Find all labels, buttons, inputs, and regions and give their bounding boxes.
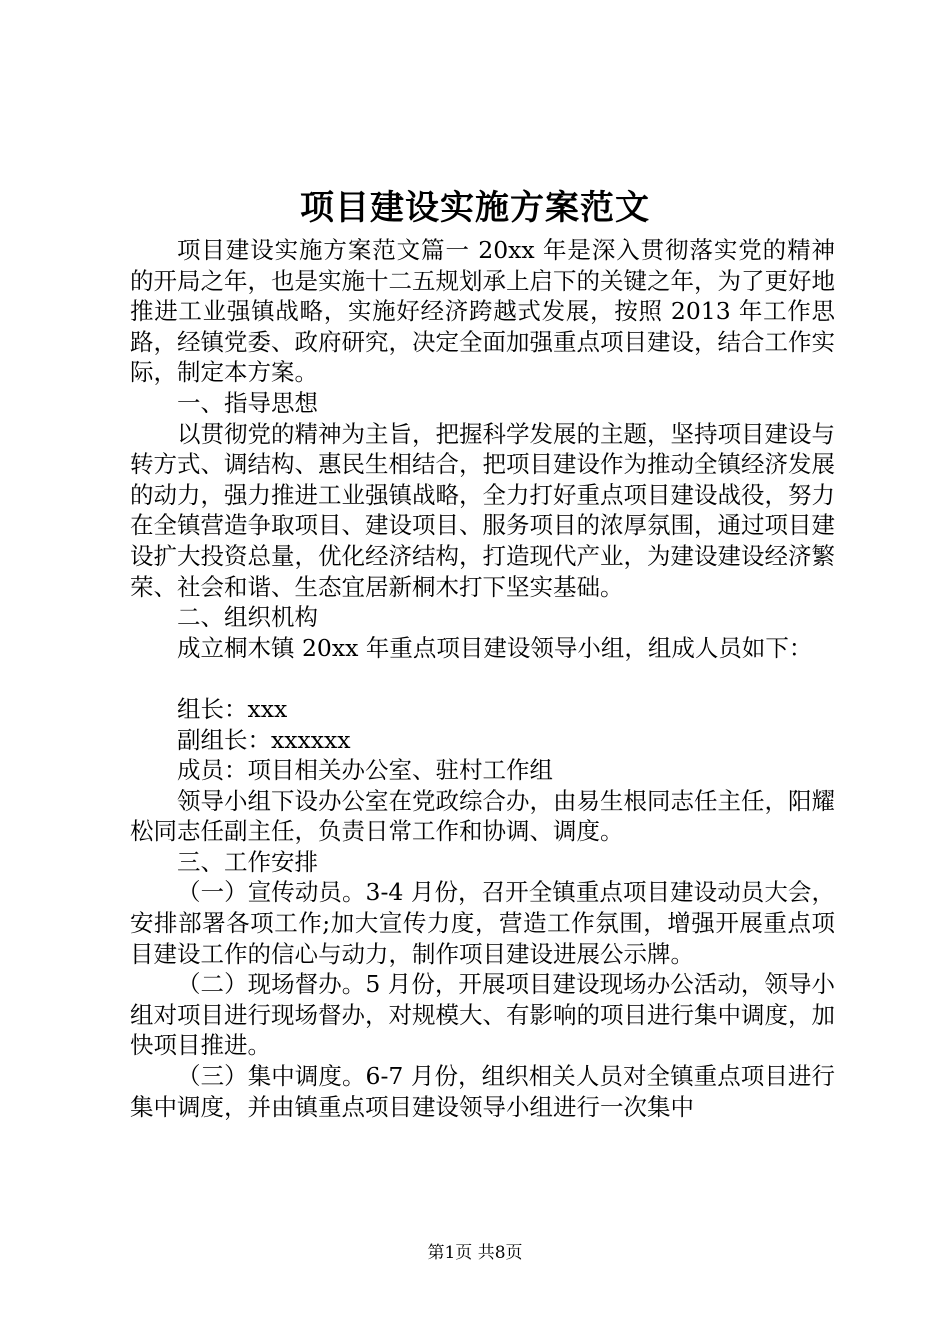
document-body [130,235,835,1122]
deputy-leader-line: 副组长：xxxxxx [177,725,351,754]
work-item-centralized-dispatch: （三）集中调度。6-7 月份，组织相关人员对全镇重点项目进行集中调度，并由镇重点项目建设领导小组进行一次集中 [130,1062,835,1121]
section-heading-work-arrangement: 三、工作安排 [177,847,318,876]
section-heading-organization: 二、组织机构 [177,603,318,632]
members-line: 成员：项目相关办公室、驻村工作组 [177,756,553,785]
group-leader-line: 组长：xxx [177,694,288,723]
organization-paragraph: 成立桐木镇 20xx 年重点项目建设领导小组，组成人员如下： [177,633,813,662]
work-item-publicity: （一）宣传动员。3-4 月份，召开全镇重点项目建设动员大会，安排部署各项工作;加大宣传力度，营造工作氛围，增强开展重点项目建设工作的信心与动力，制作项目建设进展公示牌。 [130,878,835,968]
section-heading-guiding-ideology: 一、指导思想 [177,388,318,417]
office-paragraph: 领导小组下设办公室在党政综合办，由易生根同志任主任，阳耀松同志任副主任，负责日常工作和协调、调度。 [130,786,835,846]
work-item-on-site-supervision: （二）现场督办。5 月份，开展项目建设现场办公活动，领导小组对项目进行现场督办，对规模大、有影响的项目进行集中调度，加快项目推进。 [130,970,835,1060]
page-footer: 第1页 共8页 [427,1243,523,1263]
guiding-ideology-paragraph: 以贯彻党的精神为主旨，把握科学发展的主题，坚持项目建设与转方式、调结构、惠民生相结合，把项目建设作为推动全镇经济发展的动力，强力推进工业强镇战略，全力打好重点项目建设战役，努力在全镇营造争取项目、建设项目、服务项目的浓厚氛围，通过项目建设扩大投资总量，优化经济结构，打造现代产业，为建设建设经济繁荣、社会和谐、生态宜居新桐木打下坚实基础。 [130,419,835,601]
intro-paragraph: 项目建设实施方案范文篇一 20xx 年是深入贯彻落实党的精神的开局之年，也是实施十二五规划承上启下的关键之年，为了更好地推进工业强镇战略，实施好经济跨越式发展，按照 2013 年工作思路，经镇党委、政府研究，决定全面加强重点项目建设，结合工作实际，制定本方案。 [130,236,835,387]
blank-line [130,663,835,694]
document-title: 项目建设实施方案范文 [300,188,650,228]
